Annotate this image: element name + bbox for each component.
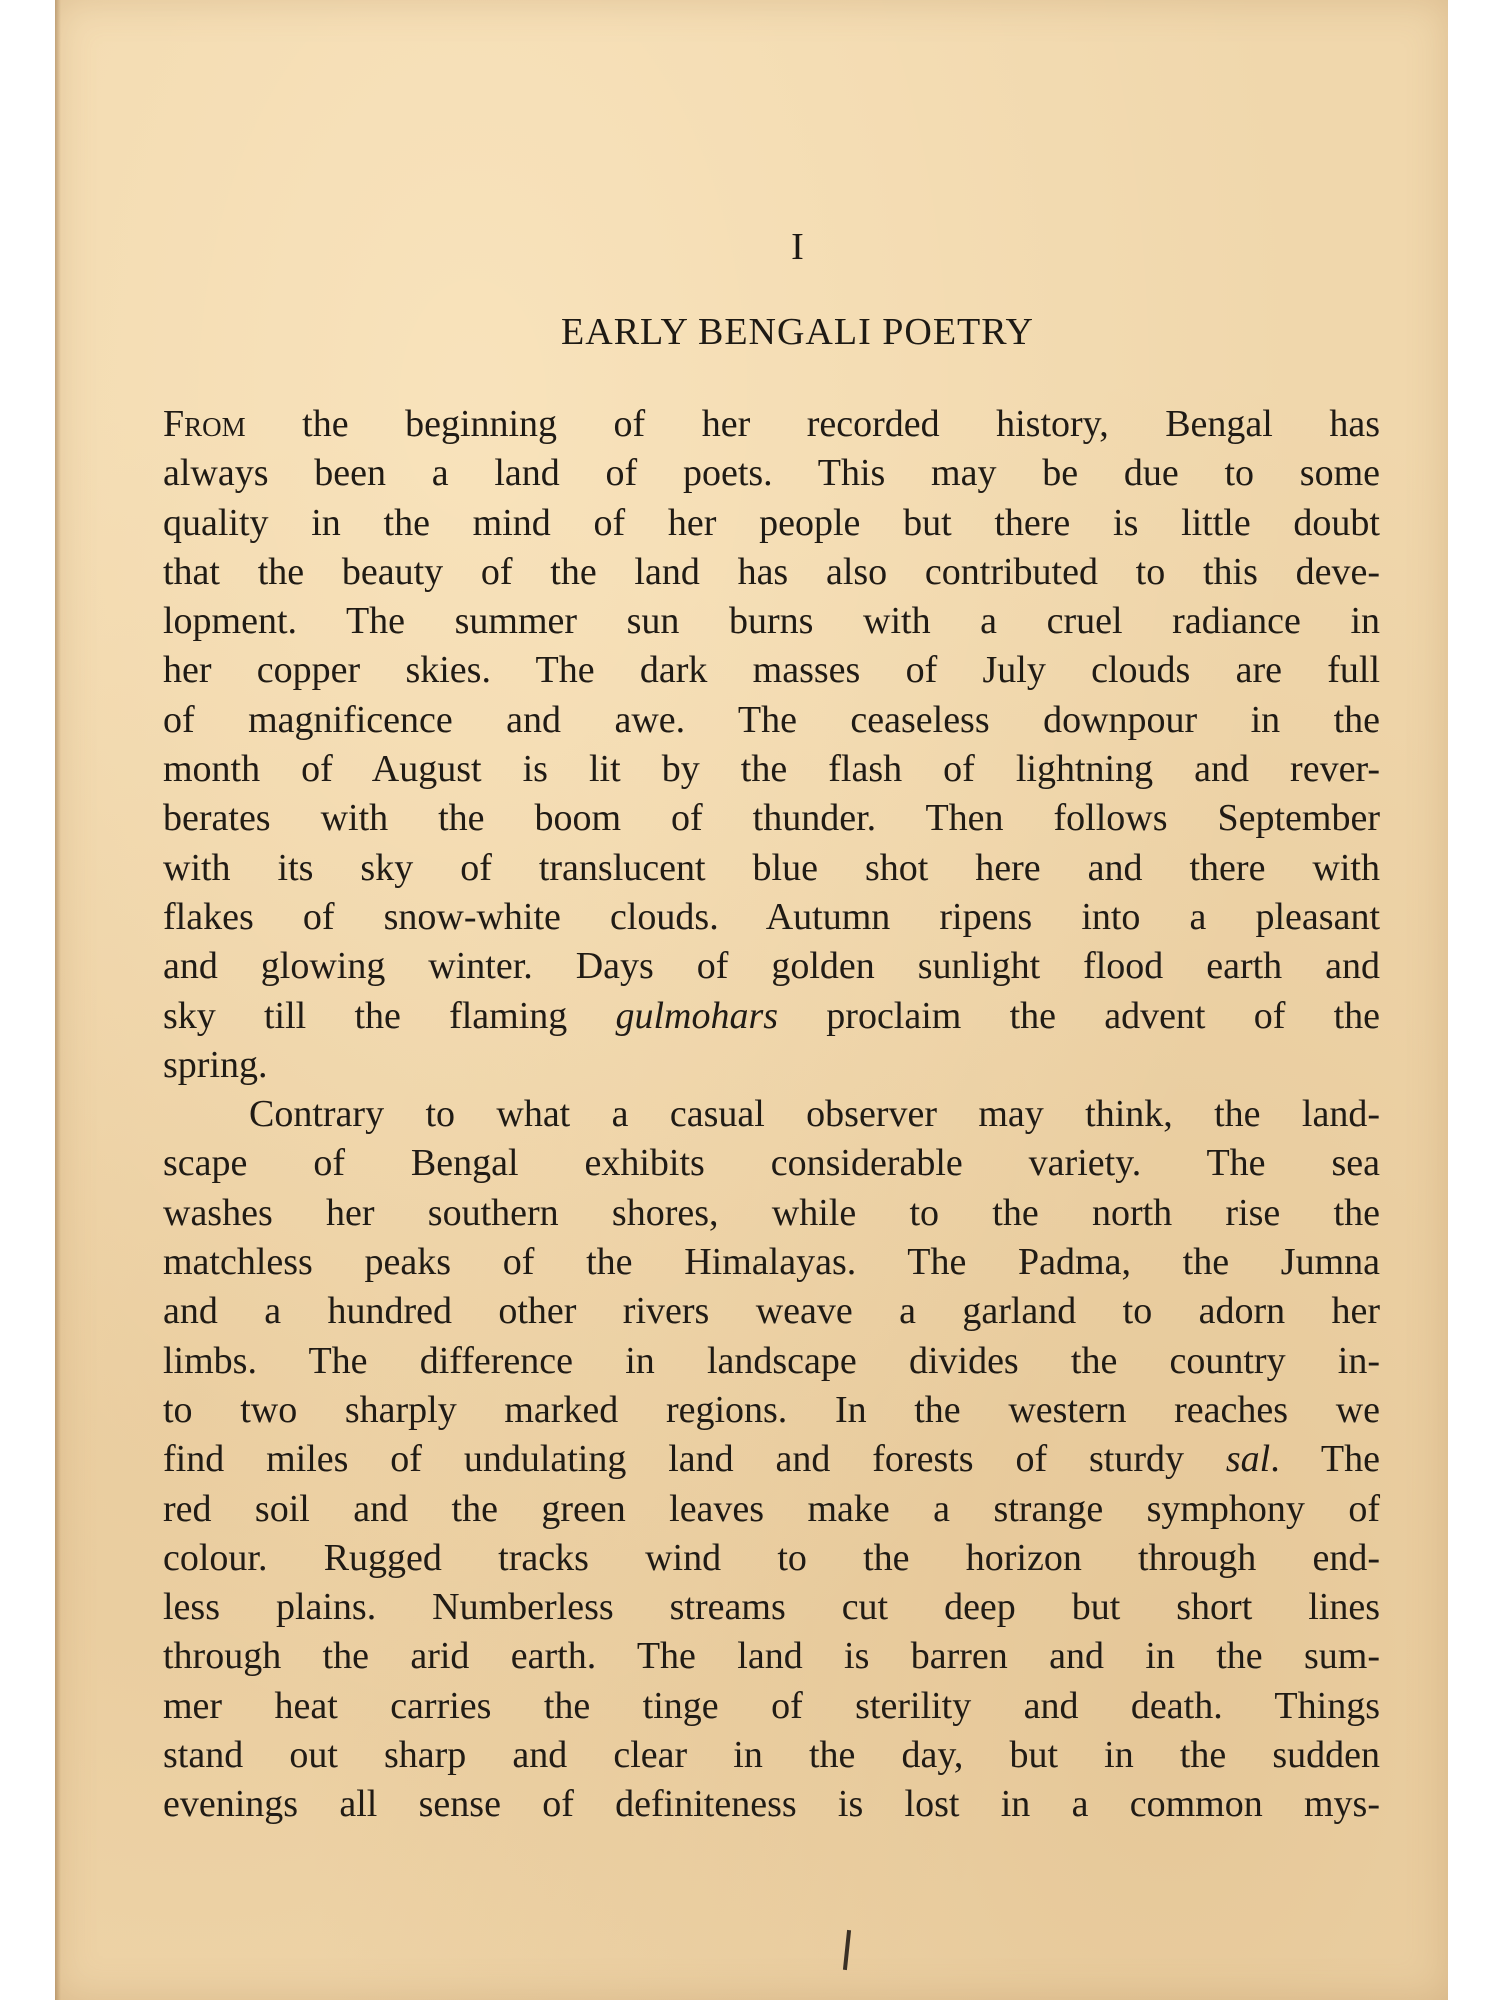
text-line: Contrary to what a casual observer may think, the land- bbox=[249, 1093, 1380, 1136]
text-line: find miles of undulating land and forests of sturdy sal. The bbox=[163, 1438, 1380, 1481]
text-line: of magnificence and awe. The ceaseless downpour in the bbox=[163, 698, 1380, 741]
text-line: lopment. The summer sun burns with a cruel radiance in bbox=[163, 600, 1380, 643]
text-line: through the arid earth. The land is barren and in the sum- bbox=[163, 1635, 1380, 1678]
text-line: berates with the boom of thunder. Then follows September bbox=[163, 797, 1380, 840]
page-mark bbox=[843, 1930, 851, 1970]
chapter-number: I bbox=[791, 226, 804, 268]
text-line: scape of Bengal exhibits considerable variety. The sea bbox=[163, 1142, 1380, 1185]
body-text bbox=[163, 400, 1380, 1830]
page-edge-shadow bbox=[55, 0, 61, 2000]
text-line: to two sharply marked regions. In the western reaches we bbox=[163, 1388, 1380, 1431]
text-line: and a hundred other rivers weave a garland to adorn her bbox=[163, 1290, 1380, 1333]
text-line: mer heat carries the tinge of sterility and death. Things bbox=[163, 1684, 1380, 1727]
text-line: spring. bbox=[163, 1043, 268, 1086]
text-line: flakes of snow-white clouds. Autumn ripens into a pleasant bbox=[163, 895, 1380, 938]
text-line: and glowing winter. Days of golden sunlight flood earth and bbox=[163, 945, 1380, 988]
text-line: always been a land of poets. This may be due to some bbox=[163, 452, 1380, 495]
text-line: evenings all sense of definiteness is lost in a common mys- bbox=[163, 1783, 1380, 1826]
text-line: less plains. Numberless streams cut deep but short lines bbox=[163, 1586, 1380, 1629]
chapter-title: EARLY BENGALI POETRY bbox=[561, 311, 1034, 353]
italic-word: sal bbox=[1225, 1438, 1271, 1481]
text-line: From the beginning of her recorded history, Bengal has bbox=[163, 403, 1380, 445]
text-line: quality in the mind of her people but there is little doubt bbox=[163, 501, 1380, 544]
text-line: that the beauty of the land has also contributed to this deve- bbox=[163, 550, 1380, 593]
text-line: limbs. The difference in landscape divides the country in- bbox=[163, 1339, 1380, 1382]
text-line: sky till the flaming gulmohars proclaim the advent of the bbox=[163, 994, 1380, 1037]
text-line: stand out sharp and clear in the day, but in the sudden bbox=[163, 1734, 1380, 1777]
text-line: matchless peaks of the Himalayas. The Padma, the Jumna bbox=[163, 1241, 1380, 1284]
drop-word: From bbox=[163, 403, 246, 445]
italic-word: gulmohars bbox=[615, 994, 779, 1037]
text-line: washes her southern shores, while to the north rise the bbox=[163, 1191, 1380, 1234]
text-line: month of August is lit by the flash of lightning and rever- bbox=[163, 748, 1380, 791]
text-line: colour. Rugged tracks wind to the horizon through end- bbox=[163, 1536, 1380, 1579]
text-line: with its sky of translucent blue shot here and there with bbox=[163, 846, 1380, 889]
text-line: red soil and the green leaves make a strange symphony of bbox=[163, 1487, 1380, 1530]
book-page bbox=[55, 0, 1448, 2000]
text-line: her copper skies. The dark masses of July clouds are full bbox=[163, 649, 1380, 692]
